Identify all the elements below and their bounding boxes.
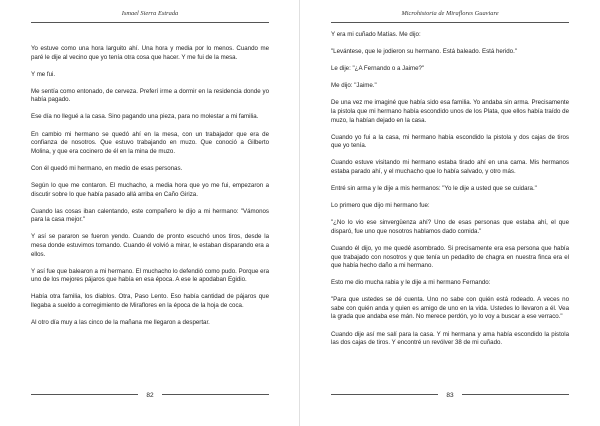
header-rule bbox=[331, 22, 569, 23]
paragraph: Cuando dije así me salí para la casa. Y mi hermana y ama había escondido la pistola las dos cajas de tiros. Y encontré un revólver 38 de mi cuñado. bbox=[331, 330, 569, 347]
paragraph: Al otro día muy a las cinco de la mañana me llegaron a despertar. bbox=[31, 318, 210, 326]
paragraph: Y me fui. bbox=[31, 70, 56, 78]
paragraph: Ese día no llegué a la casa. Sino pagando una pieza, para no molestar a mi familia. bbox=[31, 113, 259, 121]
right-page-body bbox=[331, 31, 569, 356]
page-number: 82 bbox=[138, 392, 162, 399]
page-number: 83 bbox=[438, 392, 462, 399]
paragraph: Y así fue que balearon a mi hermano. El muchacho lo defendió como pudo. Porque era uno de los mejores pájaros que había en esa época. A ese le apodaban Egidio. bbox=[31, 267, 269, 284]
paragraph: Entré sin arma y le dije a mis hermanos: "Yo le dije a usted que se cuidara." bbox=[331, 185, 537, 193]
left-page-body bbox=[31, 45, 269, 336]
right-page bbox=[300, 0, 600, 426]
paragraph: "Para que ustedes se dé cuenta. Uno no sabe con quién está rodeado. A veces no sabe con quién anda y quien es amigo de uno en la vida. Ustedes lo llevaron a él. Vea la grada que andaba ese mán. No merece perdón, yo lo voy a buscar a ese verraco." bbox=[331, 296, 569, 321]
paragraph: Esto me dio mucha rabia y le dije a mi hermano Fernando: bbox=[331, 279, 491, 287]
running-head-author: Ismael Sierra Estrada bbox=[121, 10, 179, 17]
running-head-title: Microhistoria de Miraflores Guaviare bbox=[401, 10, 499, 17]
paragraph: En cambio mi hermano se quedó ahí en la mesa, con un trabajador que era de confianza de nosotros. Que estuvo trabajando en muzo. Que conoció a Gilberto Molina, y que era cocinero de él en la mina de muzo. bbox=[31, 130, 269, 155]
paragraph: Con él quedó mi hermano, en medio de esas personas. bbox=[31, 164, 183, 172]
paragraph: Cuando yo fui a la casa, mi hermano había escondido la pistola y dos cajas de tiros que yo tenía. bbox=[331, 133, 569, 150]
paragraph: Le dije: "¿A Fernando o a Jaime?" bbox=[331, 65, 425, 73]
paragraph: De una vez me imaginé que había sido esa familia. Yo andaba sin arma. Precisamente la pistola que mi hermano había escondido unos de los Plata, que ellos había traído de muzo, la habían dejado en la casa. bbox=[331, 99, 569, 124]
header-rule bbox=[31, 22, 269, 23]
paragraph: "¿No lo vio ese sinvergüenza ahí? Uno de esas personas que estaba ahí, el que disparó, fue uno que nosotros hablamos dado comida." bbox=[331, 219, 569, 235]
paragraph: Según lo que me contaron. El muchacho, a media hora que yo me fui, empezaron a discutir sobre lo que había pasado allá arriba en Caño Giriza. bbox=[31, 181, 269, 198]
paragraph: Me dijo: "Jaime." bbox=[331, 82, 377, 90]
paragraph: Cuando estuve visitando mi hermano estaba tirado ahí en una cama. Mis hermanos estaba parado ahí, y el muchacho que lo había salvado, y otro más. bbox=[331, 159, 569, 175]
paragraph: Había otra familia, los diablos. Otra, Paso Lento. Eso había cantidad de pájaros que llegaba a sueldo a corregimiento de Miraflores en la época de la hoja de coca. bbox=[31, 293, 269, 309]
paragraph: Y era mi cuñado Matías. Me dijo: bbox=[331, 31, 421, 38]
paragraph: Me sentía como entonado, de cerveza. Preferí irme a dormir en la residencia donde yo había pagado. bbox=[31, 87, 269, 104]
paragraph: "Levántese, que le jodieron su hermano. Está baleado. Está herido." bbox=[331, 48, 517, 56]
paragraph: Lo primero que dijo mi hermano fue: bbox=[331, 202, 430, 210]
paragraph: Yo estuve como una hora larguito ahí. Una hora y media por lo menos. Cuando me paré le dije al vecino que yo tenía otra cosa que hacer. Y me fui de la mesa. bbox=[31, 45, 269, 61]
paragraph: Y así se pararon se fueron yendo. Cuando de pronto escuchó unos tiros, desde la mesa donde estuvimos tomando. Cuando él volvió a mirar, le estaban disparando era a ellos. bbox=[31, 233, 269, 258]
paragraph: Cuando él dijo, yo me quedé asombrado. Si precisamente era esa persona que había que trabajado con nosotros y que tenía un pedadito de chagra en nuestra finca era el que había hecho daño a mi hermano. bbox=[331, 244, 569, 270]
paragraph: Cuando las cosas iban calentando, este compañero le dijo a mi hermano: "Vámonos para la casa mejor." bbox=[31, 207, 269, 224]
